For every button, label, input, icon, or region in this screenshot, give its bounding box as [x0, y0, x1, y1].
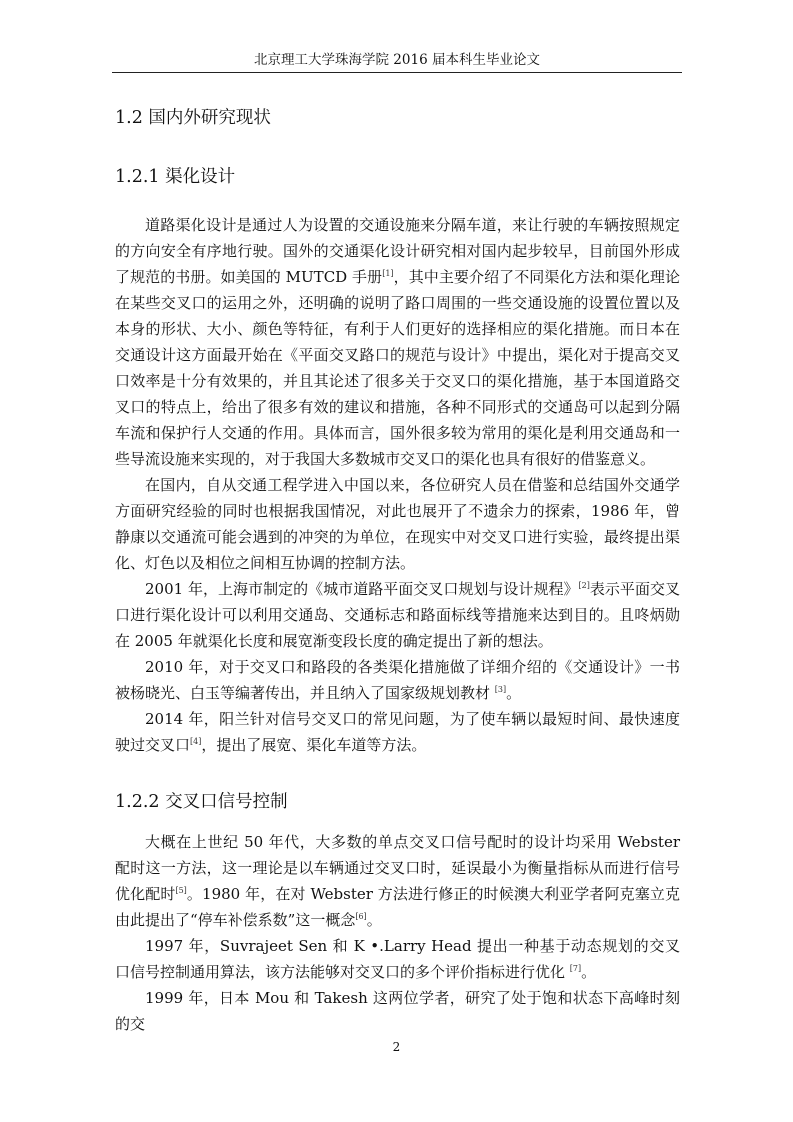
citation: [5]	[175, 886, 187, 895]
citation: [7]	[569, 964, 582, 973]
citation: [4]	[190, 737, 202, 746]
paragraph: 大概在上世纪 50 年代，大多数的单点交叉口信号配时的设计均采用 Webster 配时这一方法，这一理论是以车辆通过交叉口时，延误最小为衡量指标从而进行信号优化配时[5]。1980 年，在对 Webster 方法进行修正的时候澳大利亚学者阿克塞立克由此提出了“停车补偿系数”这一概念[6]。	[115, 833, 680, 929]
paragraph: 在国内，自从交通工程学进入中国以来，各位研究人员在借鉴和总结国外交通学方面研究经验的同时也根据我国情况，对此也展开了不遗余力的探索，1986 年，曾静康以交通流可能会遇到的冲突的为单位，在现实中对交叉口进行实验，最终提出渠化、灯色以及相位之间相互协调的控制方法。	[115, 476, 680, 572]
citation: [1]	[382, 269, 394, 278]
citation: [3]	[494, 685, 507, 694]
paragraph: 1999 年，日本 Mou 和 Takesh 这两位学者，研究了处于饱和状态下高峰时刻的交	[115, 989, 680, 1033]
paragraph: 道路渠化设计是通过人为设置的交通设施来分隔车道，来让行驶的车辆按照规定的方向安全有序地行驶。国外的交通渠化设计研究相对国内起步较早，目前国外形成了规范的书册。如美国的 MUTCD 手册[1]，其中主要介绍了不同渠化方法和渠化理论在某些交叉口的运用之外，还明确的说明了路口周围的一些交通设施的设置位置以及本身的形状、大小、颜色等特征，有利于人们更好的选择相应的渠化措施。而日本在交通设计这方面最开始在《平面交叉路口的规范与设计》中提出，渠化对于提高交叉口效率是十分有效果的，并且其论述了很多关于交叉口的渠化措施，基于本国道路交叉口的特点上，给出了很多有效的建议和措施，各种不同形式的交通岛可以起到分隔车流和保护行人交通的作用。具体而言，国外很多较为常用的渠化是利用交通岛和一些导流设施来实现的，对于我国大多数城市交叉口的渠化也具有很好的借鉴意义。	[115, 216, 680, 468]
subsection-title-signal-control: 1.2.2 交叉口信号控制	[115, 792, 288, 812]
paragraph: 2001 年，上海市制定的《城市道路平面交叉口规划与设计规程》[2]表示平面交叉口进行渠化设计可以利用交通岛、交通标志和路面标线等措施来达到目的。且咚炳勋在 2005 年就渠化长度和展宽渐变段长度的确定提出了新的想法。	[115, 580, 680, 650]
paragraph: 2010 年，对于交叉口和路段的各类渠化措施做了详细介绍的《交通设计》一书被杨晓光、白玉等编著传出，并且纳入了国家级规划教材 [3]。	[115, 658, 680, 702]
section-title: 1.2 国内外研究现状	[115, 108, 271, 128]
citation: [2]	[578, 581, 590, 590]
citation: [6]	[355, 912, 367, 921]
running-header: 北京理工大学珠海学院 2016 届本科生毕业论文	[112, 50, 682, 73]
paragraph: 1997 年，Suvrajeet Sen 和 K •.Larry Head 提出一种基于动态规划的交叉口信号控制通用算法，该方法能够对交叉口的多个评价指标进行优化 [7]。	[115, 937, 680, 981]
subsection-title-channelization: 1.2.1 渠化设计	[115, 167, 236, 187]
page-number: 2	[392, 1040, 401, 1054]
paragraph: 2014 年，阳兰针对信号交叉口的常见问题，为了使车辆以最短时间、最快速度驶过交叉口[4]，提出了展宽、渠化车道等方法。	[115, 710, 680, 754]
